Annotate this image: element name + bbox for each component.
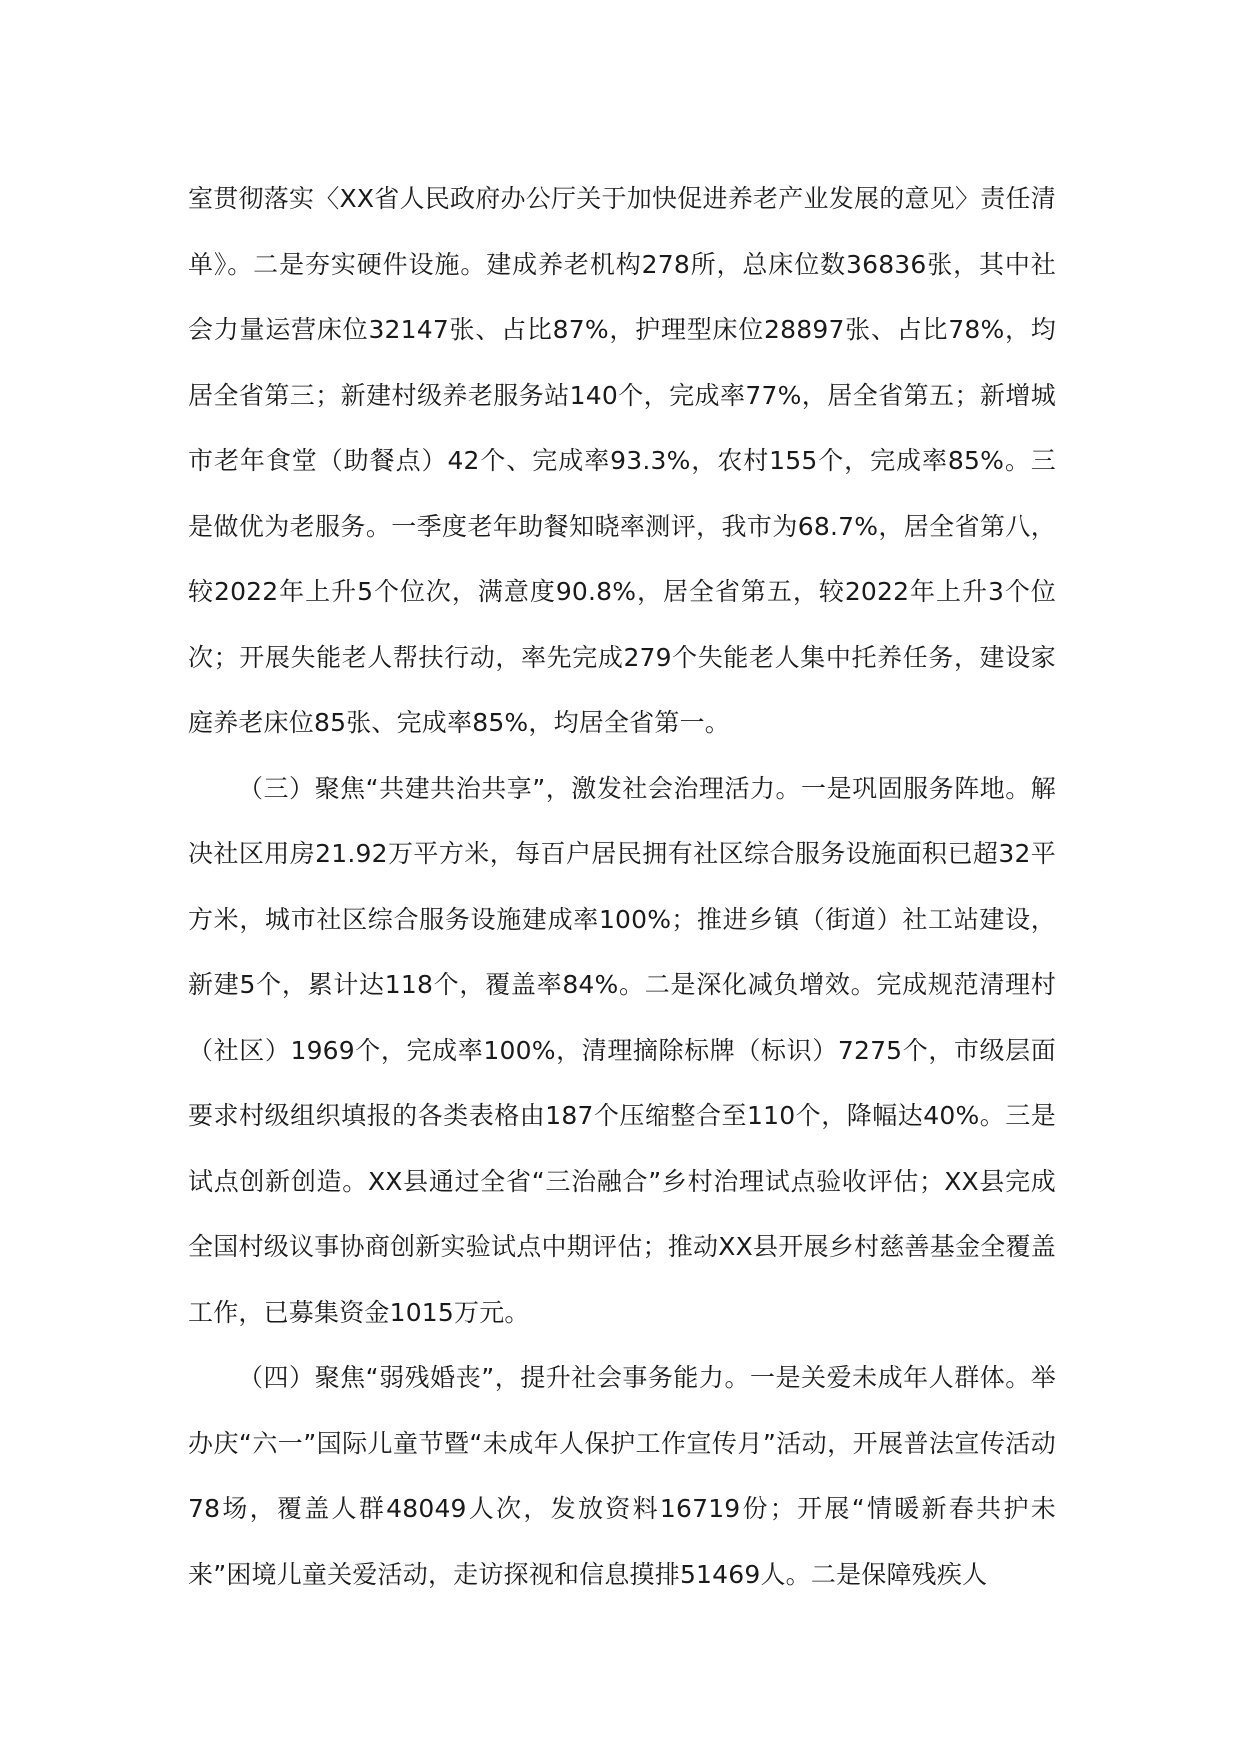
paragraph-social-affairs: （四）聚焦“弱残婚丧”，提升社会事务能力。一是关爱未成年人群体。举办庆“六一”国际儿童节暨“未成年人保护工作宣传月”活动，开展普法宣传活动78场，覆盖人群48049人次，发放资料16719份；开展“情暖新春共护未来”困境儿童关爱活动，走访探视和信息摸排51469人。二是保障残疾人 <box>188 1363 1056 1589</box>
document-body <box>188 166 1056 1607</box>
paragraph-social-governance: （三）聚焦“共建共治共享”，激发社会治理活力。一是巩固服务阵地。解决社区用房21.92万平方米，每百户居民拥有社区综合服务设施面积已超32平方米，城市社区综合服务设施建成率100%；推进乡镇（街道）社工站建设，新建5个，累计达118个，覆盖率84%。二是深化减负增效。完成规范清理村（社区）1969个，完成率100%，清理摘除标牌（标识）7275个，市级层面要求村级组织填报的各类表格由187个压缩整合至110个，降幅达40%。三是试点创新创造。XX县通过全省“三治融合”乡村治理试点验收评估；XX县完成全国村级议事协商创新实验试点中期评估；推动XX县开展乡村慈善基金全覆盖工作，已募集资金1015万元。 <box>188 773 1056 1327</box>
paragraph-elderly-care-continued: 室贯彻落实〈XX省人民政府办公厅关于加快促进养老产业发展的意见〉责任清单》。二是夯实硬件设施。建成养老机构278所，总床位数36836张，其中社会力量运营床位32147张、占比87%，护理型床位28897张、占比78%，均居全省第三；新建村级养老服务站140个，完成率77%，居全省第五；新增城市老年食堂（助餐点）42个、完成率93.3%，农村155个，完成率85%。三是做优为老服务。一季度老年助餐知晓率测评，我市为68.7%，居全省第八，较2022年上升5个位次，满意度90.8%，居全省第五，较2022年上升3个位次；开展失能老人帮扶行动，率先完成279个失能老人集中托养任务，建设家庭养老床位85张、完成率85%，均居全省第一。 <box>188 184 1056 737</box>
